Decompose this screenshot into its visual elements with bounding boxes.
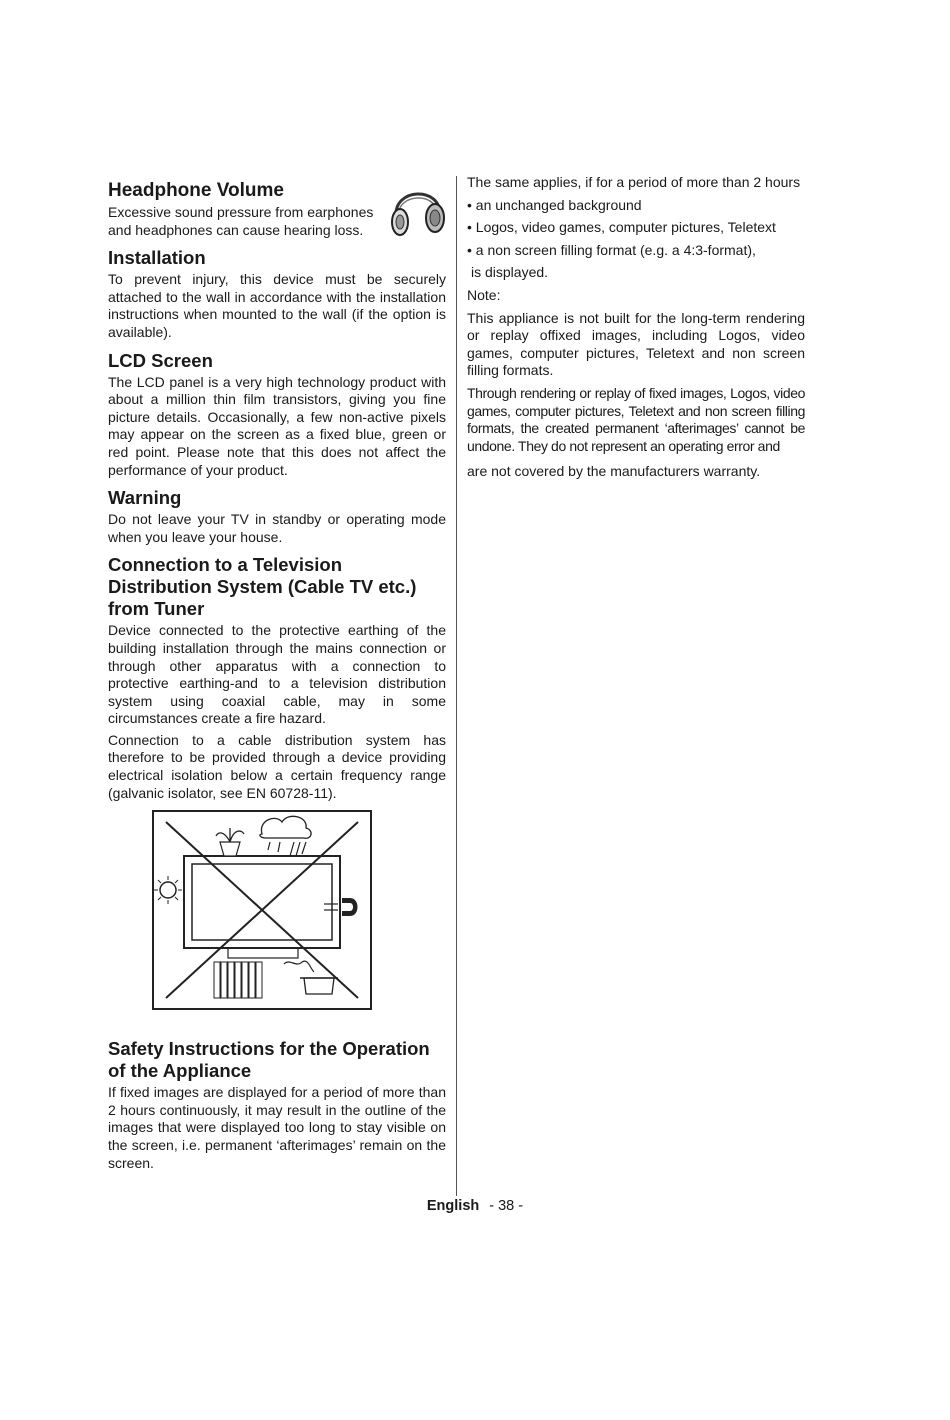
note-text-1: This appliance is not built for the long-term rendering or replay offixed images, including Logos, video games, computer pictures, Teletext and non screen filling formats. <box>467 309 805 379</box>
right-column <box>467 174 805 486</box>
connection-text-1: Device connected to the protective earthing of the building installation through the mains connection or through other apparatus with a connection to protective earthing-and to a television distribution system using coaxial cable, may in some circumstances create a fire hazard. <box>108 622 446 727</box>
section-warning <box>108 487 446 546</box>
displayed-text: is displayed. <box>471 264 549 281</box>
lcd-text: The LCD panel is a very high technology product with about a million thin film transistors, giving you fine picture details. Occasionally, a few non-active pixels may appear on the screen as a fixed blue, green or red point. Please note that this does not affect the performance of your product. <box>108 373 446 478</box>
section-safety <box>108 1038 446 1172</box>
section-headphone <box>108 180 446 239</box>
tv-hazard-illustration <box>152 810 372 1010</box>
intro-text: The same applies, if for a period of more than 2 hours <box>467 174 801 190</box>
left-column <box>108 180 446 1180</box>
note-text-2: Through rendering or replay of fixed images, Logos, video games, computer pictures, Teletext and non screen filling formats, the created permanent ‘afterimages’ cannot be undone. They do not represent an operating error and <box>467 384 805 454</box>
tv-hazard-drawing <box>154 812 370 1008</box>
bullet-item: • Logos, video games, computer pictures, Teletext <box>467 219 776 236</box>
note-label: Note: <box>467 286 501 303</box>
headphone-icon <box>386 178 448 238</box>
heading-installation: Installation <box>108 247 206 269</box>
page-number: - 38 - <box>489 1198 524 1214</box>
section-connection <box>108 554 446 802</box>
bullet-item: • an unchanged background <box>467 196 642 213</box>
heading-headphone-volume: Headphone Volume <box>108 180 284 201</box>
installation-text: To prevent injury, this device must be securely attached to the wall in accordance with the installation instructions when mounted to the wall (if the option is available). <box>108 271 446 340</box>
column-divider <box>456 176 457 1196</box>
heading-warning: Warning <box>108 487 182 509</box>
bullet-item: • a non screen filling format (e.g. a 4:3-format), <box>467 241 756 258</box>
section-lcd-screen <box>108 350 446 480</box>
headphone-text: Excessive sound pressure from earphones and headphones can cause hearing loss. <box>108 204 374 238</box>
note-text-3: are not covered by the manufacturers warranty. <box>467 463 761 480</box>
heading-safety-instructions: Safety Instructions for the Operation of the Appliance <box>108 1038 430 1082</box>
page-footer <box>0 1198 950 1214</box>
section-installation <box>108 247 446 341</box>
warning-text: Do not leave your TV in standby or operating mode when you leave your house. <box>108 511 446 545</box>
safety-text: If fixed images are displayed for a period of more than 2 hours continuously, it may result in the outline of the images that were displayed too long to stay visible on the screen, i.e. permanent ‘afterimages’ remain on the screen. <box>108 1084 446 1171</box>
footer-language: English <box>426 1198 480 1214</box>
heading-lcd-screen: LCD Screen <box>108 349 213 371</box>
connection-text-2: Connection to a cable distribution system has therefore to be provided through a device providing electrical isolation below a certain frequency range (galvanic isolator, see EN 60728-11). <box>108 731 446 801</box>
heading-connection: Connection to a Television Distribution System (Cable TV etc.) from Tuner <box>108 554 417 620</box>
